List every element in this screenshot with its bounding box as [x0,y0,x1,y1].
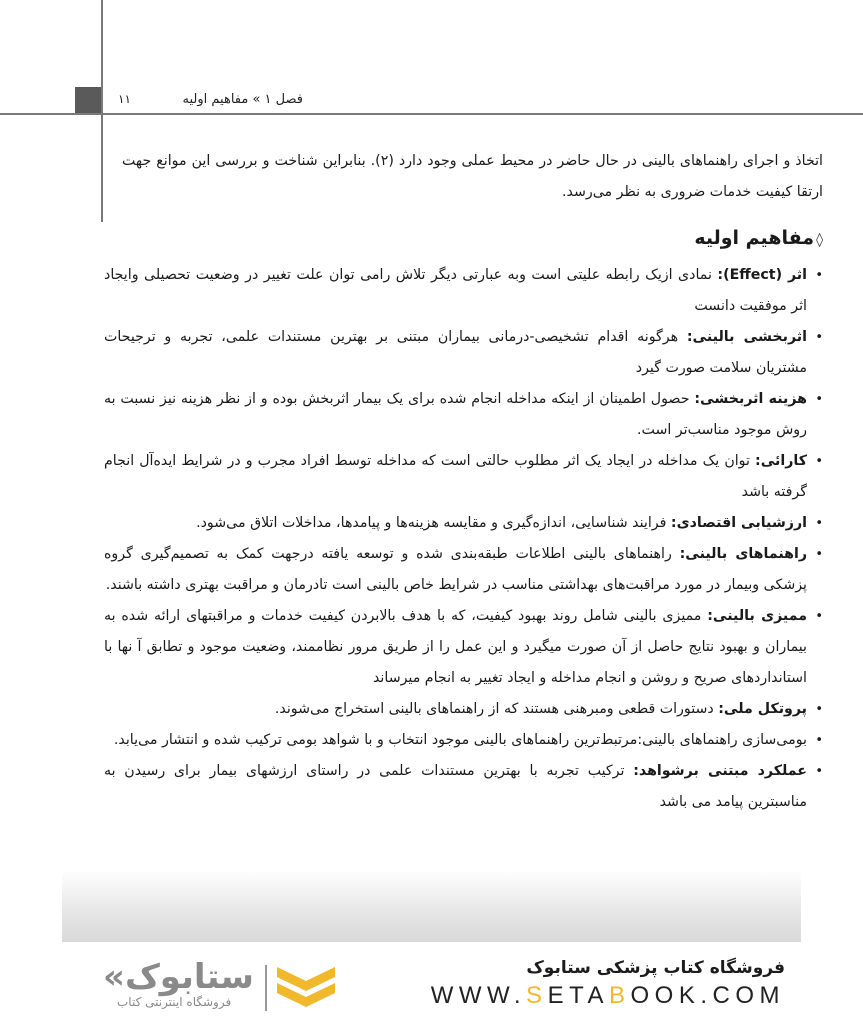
definition-text: توان یک مداخله در ایجاد یک اثر مطلوب حالتی است که مداخله توسط افراد مجرب و در شرایط ایده‌آل انجام گرفته باشد [104,453,807,500]
bullet-icon: • [815,547,823,562]
bullet-icon: • [815,392,823,407]
setabook-logo [95,955,350,1017]
definition-term: ممیزی بالینی: [707,608,807,624]
bullet-icon: • [815,702,823,717]
bullet-icon: • [815,516,823,531]
definition-item [104,539,823,601]
header-horizontal-rule [0,113,863,115]
definition-term: اثر (Effect): [717,267,807,283]
intro-paragraph: اتخاذ و اجرای راهنماهای بالینی در حال حاضر در محیط عملی وجود دارد (۲). بنابراین شناخت و بررسی این موانع جهت ارتقا کیفیت خدمات ضروری به نظر می‌رسد. [122,153,823,200]
shop-watermark [431,958,785,1010]
bullet-icon: • [815,733,823,748]
definition-text: ممیزی بالینی شامل روند بهبود کیفیت، که با هدف بالابردن کیفیت خدمات و مراقبتهای ارائه شده به بیماران و بهبود نتایج حاصل از آن صورت میگیرد و این عمل را از طریق مرور نظاممند، وضعیت موجود و تطابق آ نها با استانداردهای صریح و روشن و انجام مداخله و ایجاد تغییر به انجام میرساند [104,608,807,686]
definition-term: عملکرد مبتنی برشواهد: [633,763,807,779]
definition-term: کارائی: [755,453,807,469]
definition-text: دستورات قطعی ومبرهنی هستند که از راهنماهای بالینی استخراج می‌شوند. [274,701,719,717]
page-corner-marker [75,87,101,113]
definition-item [104,508,823,539]
definition-item [104,446,823,508]
definition-list [104,260,823,818]
definition-text: فرایند شناسایی، اندازه‌گیری و مقایسه هزینه‌ها و پیامدها، مداخلات اتلاق می‌شود. [196,515,671,531]
logo-wordmark: «ستابوک [103,957,254,997]
bullet-icon: • [815,764,823,779]
running-header [118,88,303,110]
definition-text: ترکیب تجربه با بهترین مستندات علمی در راستای ارزشهای بیمار برای رسیدن به مناسبترین پیامد می باشد [104,763,807,810]
logo-divider [265,965,267,1011]
definition-item [104,725,823,756]
bullet-icon: • [815,609,823,624]
definition-item [104,384,823,446]
page-number: ۱۱ [118,92,131,106]
definition-item [104,756,823,818]
definition-text: بومی‌سازی راهنماهای بالینی:مرتبط‌ترین راهنماهای بالینی موجود انتخاب و با شواهد بومی ترکیب شده و انتشار می‌یابد. [113,732,807,748]
logo-subtitle: فروشگاه اینترنتی کتاب [117,995,232,1009]
section-title: مفاهیم اولیه [694,227,815,249]
section-heading [122,222,823,256]
shop-url: WWW.SETABOOK.COM [430,982,785,1009]
bullet-icon: • [815,268,823,283]
definition-term: هزینه اثربخشی: [694,391,807,407]
definition-term: اثربخشی بالینی: [686,329,808,345]
definition-term: پروتکل ملی: [718,701,807,717]
definition-text: نمادی ازیک رابطه علیتی است وبه عبارتی دیگر تلاش رامی توان علت تغییر در وضعیت تحصیلی وایجاد اثر موفقیت دانست [104,267,807,314]
page-body [104,146,823,818]
definition-item [104,694,823,725]
bottom-fade-overlay [62,870,801,942]
definition-text: راهنماهای بالینی اطلاعات طبقه‌بندی شده و توسعه یافته درجهت کمک به تصمیم‌گیری گروه پزشکی وبیمار در مورد مراقبت‌های بهداشتی مناسب در شرایط خاص بالینی است تادرمان و مراقبت بهتری داشته باشند. [104,546,807,593]
diamond-icon: ◊ [816,232,823,248]
chevron-logo-icon [275,963,337,1013]
bullet-icon: • [815,330,823,345]
definition-text: هرگونه اقدام تشخیصی-درمانی بیماران مبتنی بر بهترین مستندات علمی، تجربه و ترجیحات مشتریان سلامت صورت گیرد [104,329,807,376]
definition-text: حصول اطمینان از اینکه مداخله انجام شده برای یک بیمار اثربخش بوده و از نظر هزینه نیز نسبت به روش موجود مناسب‌تر است. [104,391,807,438]
page-margin-vertical-rule [101,0,103,222]
running-title: فصل ۱ » مفاهیم اولیه [182,91,303,107]
definition-item [104,260,823,322]
definition-term: ارزشیابی اقتصادی: [670,515,807,531]
shop-name: فروشگاه کتاب پزشکی ستابوک [526,958,785,978]
definition-term: راهنماهای بالینی: [679,546,808,562]
bullet-icon: • [815,454,823,469]
definition-item [104,601,823,694]
definition-item [104,322,823,384]
